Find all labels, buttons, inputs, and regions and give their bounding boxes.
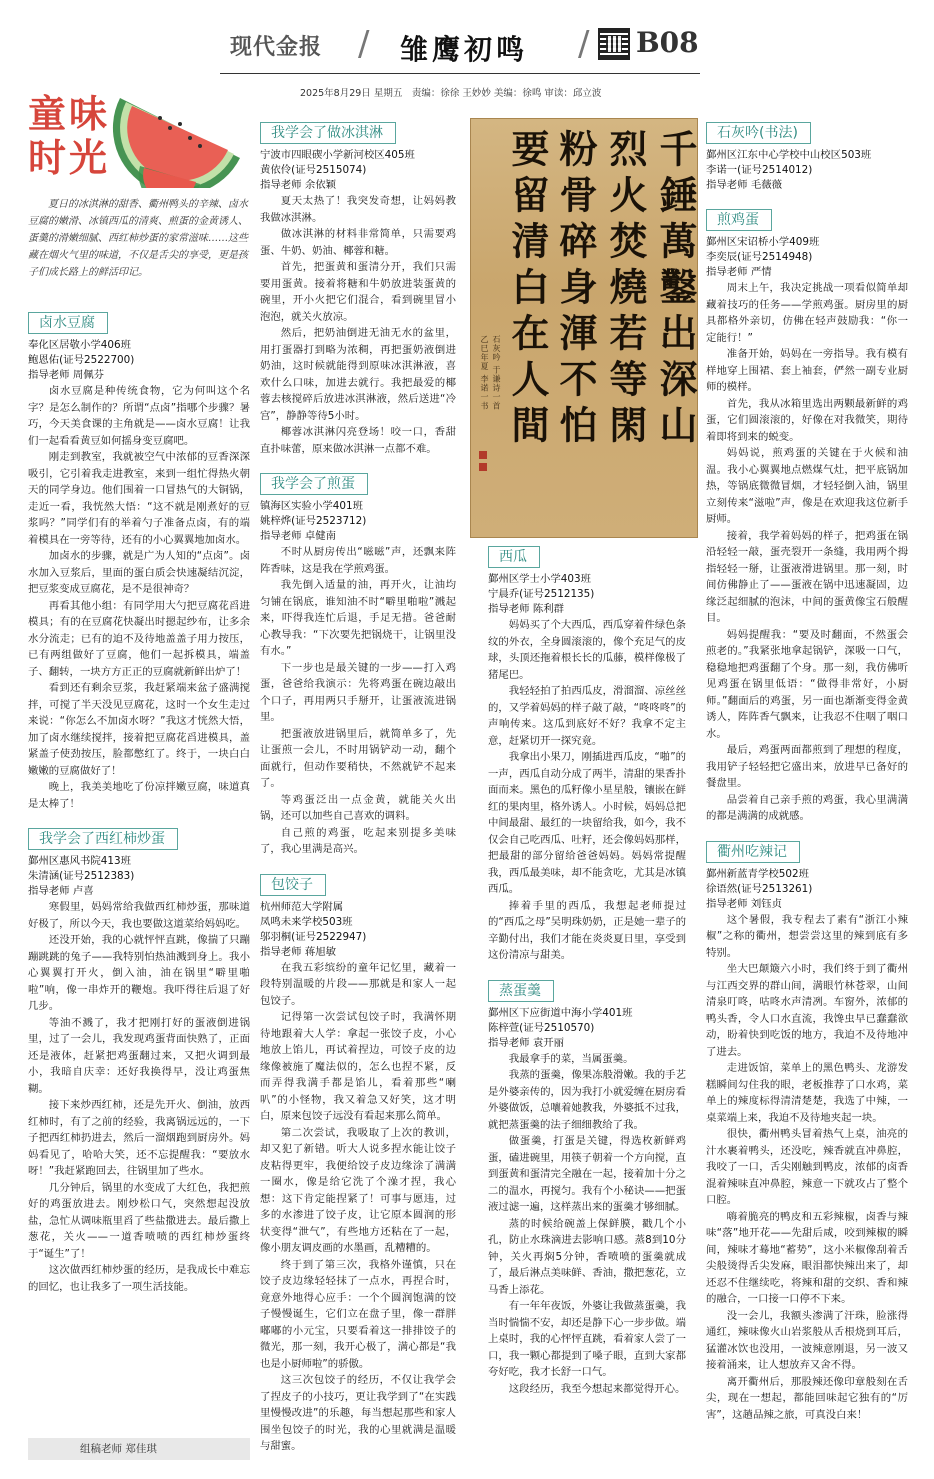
- article-author: 邬羽桐(证号2522947): [260, 930, 367, 943]
- paragraph: 寒假里，妈妈常给我做西红柿炒蛋，那味道好极了，所以今天，我也要做这道菜给妈妈吃。: [28, 901, 250, 930]
- paragraph: 坐大巴颠簸六小时，我们终于到了衢州与江西交界的群山间，满眼竹林苍翠，山间清泉叮咚，咕咚水声清冽。车窗外，浓郁的鸭头香，令人口水直流，我馋虫早已蠢蠢欲动，盼着快到吃饭的地方，我迫不及待地冲了进去。: [706, 963, 908, 1058]
- article-teacher: 指导老师 陈利群: [488, 603, 565, 615]
- article-title: 我学会了做冰淇淋: [260, 122, 396, 144]
- article-school: 宁波市四眼碶小学新河校区405班: [260, 149, 415, 161]
- article-school: 镇海区实验小学401班: [260, 500, 363, 512]
- paragraph: 下一步也是最关键的一步——打入鸡蛋，爸爸给我演示：先将鸡蛋在碗边敲出个口子，再用两只手掰开，让蛋液流进锅里。: [260, 661, 456, 723]
- paragraph: 我拿出小果刀，刚插进西瓜皮，“啪”的一声，西瓜自动分成了两半，清甜的果香扑面而来。黑色的瓜籽像小星星般，镶嵌在鲜红的果肉里，格外诱人。小时候，妈妈总把中间最甜、最红的一块留给我，如今，我不仅会自己吃西瓜、吐籽，还会像妈妈那样，把最甜的部分留给爸爸妈妈。妈妈常提醒我，西瓜最美味，却不能贪吃，尤其是冰镇西瓜。: [488, 751, 686, 895]
- article-body: [488, 617, 686, 964]
- paragraph: 首先，我从冰箱里选出两颗最新鲜的鸡蛋，它们圆滚滚的，好像在对我微笑，期待着即将到来的蜕变。: [706, 397, 908, 443]
- paragraph: 等鸡蛋泛出一点金黄，就能关火出锅，还可以加些自己喜欢的调料。: [260, 793, 456, 822]
- paragraph: 我先倒入适量的油，再开火，让油均匀铺在锅底，谁知油不时“噼里啪啦”溅起来，吓得我连忙后退，手足无措。爸爸耐心教导我：“下次要先把锅烧干，让锅里没有水。”: [260, 579, 456, 657]
- article-title: 我学会了煎蛋: [260, 473, 368, 495]
- article-quzhou-spicy: [706, 835, 908, 1424]
- article-author: 宁晨乔(证号2512135): [488, 588, 595, 600]
- watermelon-illustration: [100, 88, 244, 188]
- paragraph: 再看其他小组：有同学用大勺把豆腐花舀进模具；有的在豆腐花快凝出时摁起纱布，让多余水分流走；已有的迫不及待地盖盖子用力按压，已有两组做好了豆腐，他们一起拆模具，端盖子、翻转，一块方方正正的豆腐就新鲜出炉了！: [28, 599, 250, 678]
- divider-slash: /: [578, 24, 590, 64]
- article-tomato-egg: [28, 822, 250, 1295]
- article-body: [260, 544, 456, 858]
- paragraph: 嗨着脆亮的鸭皮和五彩辣椒，卤香与辣味“落”地开花——先甜后咸，咬到辣椒的瞬间，辣味才蓦地“蓄势”，这小米椒像刮着舌尖般烫得舌尖发麻，眼泪都快辣出来了，却还忍不住继续吃，将辣和甜的交织、香和辣的融合，一口接一口停不下来。: [706, 1210, 908, 1305]
- article-author: 黄依伶(证号2515074): [260, 164, 367, 176]
- calligraphy-artwork: [470, 118, 698, 538]
- paragraph: 这次做西红柿炒蛋的经历，是我成长中难忘的回忆，也让我多了一项生活技能。: [28, 1264, 250, 1293]
- feature-title-line2: 时光: [28, 135, 111, 180]
- article-body: [706, 280, 908, 825]
- column-1: [28, 306, 250, 1434]
- calligraphy-column: 要留清白在人間: [505, 129, 550, 451]
- article-title: 蒸蛋羹: [488, 980, 554, 1002]
- intro-text: 夏日的冰淇淋的甜香、衢州鸭头的辛辣、卤水豆腐的嫩滑、冰镇西瓜的清爽、煎蛋的金黄诱人、蛋羹的滑嫩细腻、西红柿炒蛋的家常滋味……这些藏在烟火气里的味道，不仅是舌尖的享受，更是孩子们成长路上的鲜活印记。: [28, 199, 248, 278]
- article-school: 鄞州新蓝青学校502班: [706, 867, 809, 880]
- newspaper-name: 现代金报: [230, 34, 323, 60]
- feature-title-line1: 童味: [28, 91, 111, 136]
- paragraph: 做冰淇淋的材料非常简单，只需要鸡蛋、牛奶、奶油、椰蓉和糖。: [260, 228, 456, 257]
- paragraph: 品尝着自己亲手煎的鸡蛋，我心里满满的都是满满的成就感。: [706, 793, 908, 822]
- divider-slash: /: [358, 24, 370, 64]
- article-school: 鄞州区惠风书院413班: [28, 855, 131, 867]
- article-teacher: 指导老师 卓健南: [260, 530, 337, 542]
- article-school: 杭州师范大学附属: [260, 900, 344, 913]
- paragraph: 这段经历，我至今想起来都觉得开心。: [508, 1382, 686, 1395]
- column-4: [706, 116, 908, 1460]
- paragraph: 妈妈说，煎鸡蛋的关键在于火候和油温。我小心翼翼地点燃煤气灶，把平底锅加热，等锅底微微冒烟，才轻轻倒入油，锅里立刻传来“滋啦”声，像是在欢迎我这位新手厨师。: [706, 447, 908, 525]
- paragraph: 卤水豆腐是种传统食物，它为何叫这个名字？是怎么制作的？所谓“点卤”指哪个步骤？暑巧，今天美食课的主角就是——卤水豆腐！让我们一起看看黄豆如何摇身变豆腐吧。: [28, 385, 250, 447]
- article-fried-egg: [260, 467, 456, 858]
- article-teacher: 指导老师 刘钰贞: [706, 897, 783, 910]
- page-number: B08: [636, 26, 699, 59]
- article-body: [260, 193, 456, 457]
- masthead: [220, 18, 700, 78]
- article-teacher: 指导老师 袁开丽: [488, 1036, 565, 1049]
- calligraphy-column: 烈火焚燒若等閑: [603, 129, 648, 451]
- paragraph: 终于到了第三次，我格外谨慎，只在饺子皮边缘轻轻抹了一点水，再捏合时，竟意外地得心应手：一个个圆润饱满的饺子慢慢诞生，它们立在盘子里，像一群胖嘟嘟的小元宝，只要看着这一排排饺子的微光，那一刻，我开心极了，满心都是“我也是小厨师啦”的骄傲。: [260, 1258, 456, 1370]
- article-dumplings: [260, 868, 456, 1455]
- article-teacher: 指导老师 卢喜: [28, 885, 94, 897]
- paragraph: 看到还有剩余豆浆，我赶紧端来盆子盛满搅拌，可搅了半天没见豆腐花，这时一个女生走过来说：“你怎么不加卤水呀？”我这才恍然大悟，加了卤水继续搅拌，接着把豆腐花舀进模具，盖紧盖子使劲按压，脸都憋红了。终于，一块白白嫩嫩的豆腐做好了！: [28, 682, 250, 777]
- paragraph: 我轻轻拍了拍西瓜皮，滑溜溜、凉丝丝的，又学着妈妈的样子敲了敲，“咚咚咚”的声响传来。这瓜到底好不好？我拿不定主意，赶紧切开一探究竟。: [488, 685, 686, 747]
- article-body: [488, 1051, 686, 1398]
- paragraph: 加卤水的步骤，就是广为人知的“点卤”。卤水加入豆浆后，里面的蛋白质会快速凝结沉淀，把豆浆变成豆腐花，是不是很神奇？: [28, 550, 250, 595]
- calligraphy-signature: 乙巳年夏 李诺一书: [480, 335, 489, 411]
- paragraph: 蒸的时候给碗盖上保鲜膜，戳几个小孔，防止水珠滴进去影响口感。蒸8到10分钟，关火再焖5分钟，香喷喷的蛋羹就成了，最后淋点美味鲜、香油，撒把葱花，立马香上添花。: [488, 1217, 686, 1296]
- paragraph: 夏天太热了！我突发奇想，让妈妈教我做冰淇淋。: [260, 195, 456, 224]
- paragraph: 还没开始，我的心就怦怦直跳，像揣了只蹦蹦跳跳的兔子——我特别怕热油溅到身上。我小心翼翼打开火，倒入油，油在锅里“噼里啪啦”响，像一串炸开的鞭炮。我吓得往后退了好几步。: [28, 934, 250, 1012]
- paragraph: 这三次包饺子的经历，不仅让我学会了捏皮子的小技巧，更让我学到了“在实践里慢慢改进”的乐趣，每当想起那些和家人围坐包饺子的时光，我的心里就满是温暖与甜蜜。: [260, 1374, 456, 1452]
- paragraph: 有一年年夜饭，外婆让我做蒸蛋羹，我当时惴惴不安，却还是静下心一步步做。端上桌时，我的心怦怦直跳，看着家人尝了一口，我一颗心都提到了嗓子眼，直到大家都夸好吃，我才长舒一口气。: [488, 1300, 686, 1378]
- article-author: 姚梓烨(证号2523712): [260, 515, 367, 527]
- article-tofu: [28, 306, 250, 812]
- paragraph: 做蛋羹，打蛋是关键，得选枚新鲜鸡蛋，磕进碗里，用筷子朝着一个方向搅，直到蛋黄和蛋清完全融在一起，接着加十分之二的温水，再搅匀。我有个小秘诀——把蛋液过滤一遍，这样蒸出来的蛋羹才够细腻。: [488, 1135, 686, 1213]
- article-body: [260, 960, 456, 1455]
- calligraphy-inscription: 石灰吟 于谦诗一首: [492, 335, 501, 411]
- article-pan-fried-egg: [706, 203, 908, 825]
- column-3: [488, 540, 686, 1458]
- article-body: [706, 912, 908, 1424]
- paragraph: 记得第一次尝试包饺子时，我满怀期待地跟着大人学：拿起一张饺子皮，小心地放上馅儿，再试着捏边，可饺子皮的边缘像被施了魔法似的，怎么也捏不紧，反而弄得我满手都是馅儿，看着那些“喇叭”的小怪物，我又着急又好笑，这才明白，原来包饺子远没有看起来那么简单。: [260, 1011, 456, 1122]
- paragraph: 在我五彩缤纷的童年记忆里，藏着一段特别温暖的片段——那就是和家人一起包饺子。: [260, 961, 456, 1007]
- article-title: 我学会了西红柿炒蛋: [28, 828, 178, 850]
- paragraph: 不时从厨房传出“嗞嗞”声，还飘来阵阵香味，这是我在学煎鸡蛋。: [260, 546, 456, 575]
- paragraph: 接下来炒西红柿，还是先开火、倒油，放西红柿时，有了之前的经验，我离锅远远的，一下子把西红柿扔进去，然后一溜烟跑到厨房外。妈妈看见了，哈哈大笑，还不忘提醒我：“要放水呀！”我赶紧跑回去，往锅里加了些水。: [28, 1099, 250, 1177]
- paragraph: 首先，把蛋黄和蛋清分开，我们只需要用蛋黄。接着将糖和牛奶放进装蛋黄的碗里，开小火把它们混合，看到碗里冒小泡泡，就关火放凉。: [260, 261, 456, 323]
- article-teacher: 指导老师 蒋旭敏: [260, 945, 337, 958]
- article-author: 李奕辰(证号2514948): [706, 251, 813, 263]
- article-title: 衢州吃辣记: [706, 841, 800, 863]
- article-school-line2: 凤鸣未来学校503班: [260, 915, 353, 928]
- paragraph: 我蒸的蛋羹，像果冻般滑嫩。我的手艺是外婆亲传的，因为我打小就爱缠在厨房看外婆做饭，总嚷着她教我，外婆抵不过我，就把蒸蛋羹的法子细细教给了我。: [488, 1069, 686, 1131]
- calligraphy-column: 粉骨碎身渾不怕: [553, 129, 598, 451]
- article-body: [28, 383, 250, 812]
- paragraph: 把蛋液放进锅里后，就简单多了，先让蛋煎一会儿，不时用锅铲动一动，翻个面就行，但动作要稍快，不然就铲不起来了。: [260, 727, 456, 789]
- paragraph: 刚走到教室，我就被空气中浓郁的豆香深深吸引，它引着我走进教室，来到一组忙得热火朝天的同学身边。他们围着一口冒热气的大铜锅，走近一看，我恍然大悟：“这不就是刚煮好的豆浆吗？”同学们有的举着勺子准备点卤，有的端着模具在一旁等待，还有的小心翼翼地加卤水。: [28, 451, 250, 546]
- paragraph: 离开衢州后，那股辣还像印章般刻在舌尖，现在一想起，都能回味起它独有的“厉害”，这趟品辣之旅，可真没白来！: [706, 1375, 908, 1421]
- paragraph: 我最拿手的菜，当属蛋羹。: [508, 1052, 634, 1065]
- article-teacher: 指导老师 毛薇薇: [706, 179, 783, 191]
- editor-credit: 组稿老师 郑佳琪: [28, 1438, 250, 1460]
- paragraph: 自己煎的鸡蛋，吃起来别提多美味了，我心里满是高兴。: [260, 826, 456, 855]
- paragraph: 很快，衢州鸭头冒着热气上桌，油亮的汁水裹着鸭头，还没吃，辣香就直冲鼻腔，我咬了一口，舌尖刚触到鸭皮，浓郁的卤香混着辣味直冲鼻腔，辣意一下就攻占了整个口腔。: [706, 1128, 908, 1206]
- paragraph: 然后，把奶油倒进无油无水的盆里，用打蛋器打到略为浓稠，再把蛋奶液倒进奶油，这时候就能得到原味冰淇淋液，喜欢什么口味，加进去就行。我把最爱的椰蓉去核搅碎后放进冰淇淋液，然后送进“冷宫”，静静等待5小时。: [260, 327, 456, 422]
- article-title: 煎鸡蛋: [706, 209, 772, 231]
- paragraph: 等油不溅了，我才把刚打好的蛋液倒进锅里，过了一会儿，我发现鸡蛋背面快熟了，正面还是液体，赶紧把鸡蛋翻过来，又把火调到最小，我暗自庆幸：还好我换得早，没让鸡蛋焦糊。: [28, 1016, 250, 1095]
- article-title: 包饺子: [260, 874, 326, 896]
- paragraph: 捧着手里的西瓜，我想起老师提过的“西瓜之母”吴明珠奶奶，正是她一辈子的辛勤付出，我们才能在炎炎夏日里，享受到这份清凉与甜美。: [488, 899, 686, 961]
- paragraph: 接着，我学着妈妈的样子，把鸡蛋在锅沿轻轻一敲，蛋壳裂开一条缝，我用两个拇指轻轻一掰，让蛋液滑进锅里。那一刻，时间仿佛静止了——蛋液在锅中迅速凝固，边缘泛起细腻的泡沫，中间的蛋黄像宝石般醒目。: [706, 529, 908, 624]
- article-school: 鄞州区宋诏桥小学409班: [706, 236, 820, 248]
- feature-title: [28, 92, 110, 180]
- qr-code-icon: [598, 28, 630, 60]
- article-school: 鄞州区江东中心学校中山校区503班: [706, 149, 872, 161]
- paragraph: 第二次尝试，我吸取了上次的教训，却又犯了新错。听大人说多捏水能让饺子皮粘得更牢，我便给饺子皮边缘涂了满满一圈水，像是给它洗了个澡才捏，我心想：这下肯定能捏紧了！可事与愿违，过多的水渗进了饺子皮，让它原本圆润的形状变得“泄气”，有些地方还粘在了一起，像小朋友调皮画的水墨画，乱糟糟的。: [260, 1126, 456, 1254]
- article-author: 朱清涵(证号2512383): [28, 870, 135, 882]
- column-2: [260, 116, 456, 1460]
- article-school: 鄞州区学士小学403班: [488, 573, 591, 585]
- article-teacher: 指导老师 严情: [706, 266, 772, 278]
- article-watermelon: [488, 540, 686, 964]
- section-title: 雏鹰初鸣: [400, 33, 529, 66]
- paragraph: 准备开始，妈妈在一旁指导。我有模有样地穿上围裙、套上袖套，俨然一副专业厨师的模样。: [706, 348, 908, 393]
- article-author: 陈梓萱(证号2510570): [488, 1021, 595, 1034]
- article-title: 卤水豆腐: [28, 312, 108, 334]
- article-school: 鄞州区下应街道中海小学401班: [488, 1006, 633, 1019]
- paragraph: 最后，鸡蛋两面都煎到了理想的程度，我用铲子轻轻把它盛出来，放进早已备好的餐盘里。: [706, 744, 908, 789]
- paragraph: 周末上午，我决定挑战一项看似简单却藏着技巧的任务——学煎鸡蛋。厨房里的厨具都格外亲切，仿佛在轻声鼓励我：“你一定能行！”: [706, 282, 908, 344]
- paragraph: 几分钟后，锅里的水变成了大红色，我把煎好的鸡蛋放进去。刚炒松口气，突然想起没放盐，急忙从调味瓶里舀了些盐撒进去。最后撒上葱花，关火——一道香喷喷的西红柿炒蛋终于“诞生”了！: [28, 1181, 250, 1260]
- seal-stamp: [479, 451, 487, 459]
- article-title: 西瓜: [488, 546, 540, 568]
- article-teacher: 指导老师 周佩芬: [28, 369, 105, 381]
- calligraphy-column: 千錘萬鑿出深山: [653, 129, 698, 451]
- issue-info: 2025年8月29日 星期五 责编：徐徐 王妙妙 美编：徐鸣 审读：邱立波: [300, 88, 602, 99]
- paragraph: 晚上，我美美地吃了份凉拌嫩豆腐，味道真是太棒了！: [28, 781, 250, 810]
- masthead-rule: [220, 73, 700, 74]
- article-calligraphy-credit: [706, 116, 908, 193]
- paragraph: 妈妈提醒我：“要及时翻面，不然蛋会煎老的。”我紧张地拿起锅铲，深吸一口气，稳稳地把鸡蛋翻了个身。那一刻，我仿佛听见鸡蛋在锅里低语：“做得非常好，小厨师。”翻面后的鸡蛋，另一面也渐渐变得金黄诱人，阵阵香气飘来，让我忍不住咽了咽口水。: [706, 628, 908, 740]
- article-author: 李诺一(证号2514012): [706, 164, 813, 176]
- paragraph: 走进饭馆，菜单上的黑色鸭头、龙游发糕瞬间勾住我的眼，老板推荐了口水鸡，菜单上的辣度标得清清楚楚，我选了中辣，一桌菜端上来，我迫不及待地夹起一块。: [706, 1062, 908, 1124]
- article-body: [28, 899, 250, 1295]
- article-steamed-egg: [488, 974, 686, 1398]
- seal-stamp: [479, 463, 487, 471]
- paragraph: 这个暑假，我专程去了素有“浙江小辣椒”之称的衢州，想尝尝这里的辣到底有多特别。: [706, 913, 908, 959]
- paragraph: 没一会儿，我额头渗满了汗珠，脸涨得通红，辣味像火山岩浆般从舌根烧到耳后，猛灌冰饮也没用，一波辣意刚退，另一波又接着涌来，让人想放弃又舍不得。: [706, 1309, 908, 1371]
- article-title: 石灰吟(书法): [706, 122, 811, 144]
- paragraph: 妈妈买了个大西瓜，西瓜穿着件绿色条纹的外衣，全身圆滚滚的，像个充足气的皮球，头顶还拖着根长长的瓜藤，模样像极了猪尾巴。: [488, 619, 686, 681]
- article-author: 鲍恩佑(证号2522700): [28, 354, 135, 366]
- article-school: 奉化区居敬小学406班: [28, 339, 131, 351]
- article-teacher: 指导老师 余依颖: [260, 179, 337, 191]
- paragraph: 椰蓉冰淇淋闪亮登场！咬一口，香甜直扑味蕾，原来做冰淇淋一点都不难。: [260, 426, 456, 455]
- article-ice-cream: [260, 116, 456, 457]
- article-author: 徐语然(证号2513261): [706, 882, 813, 895]
